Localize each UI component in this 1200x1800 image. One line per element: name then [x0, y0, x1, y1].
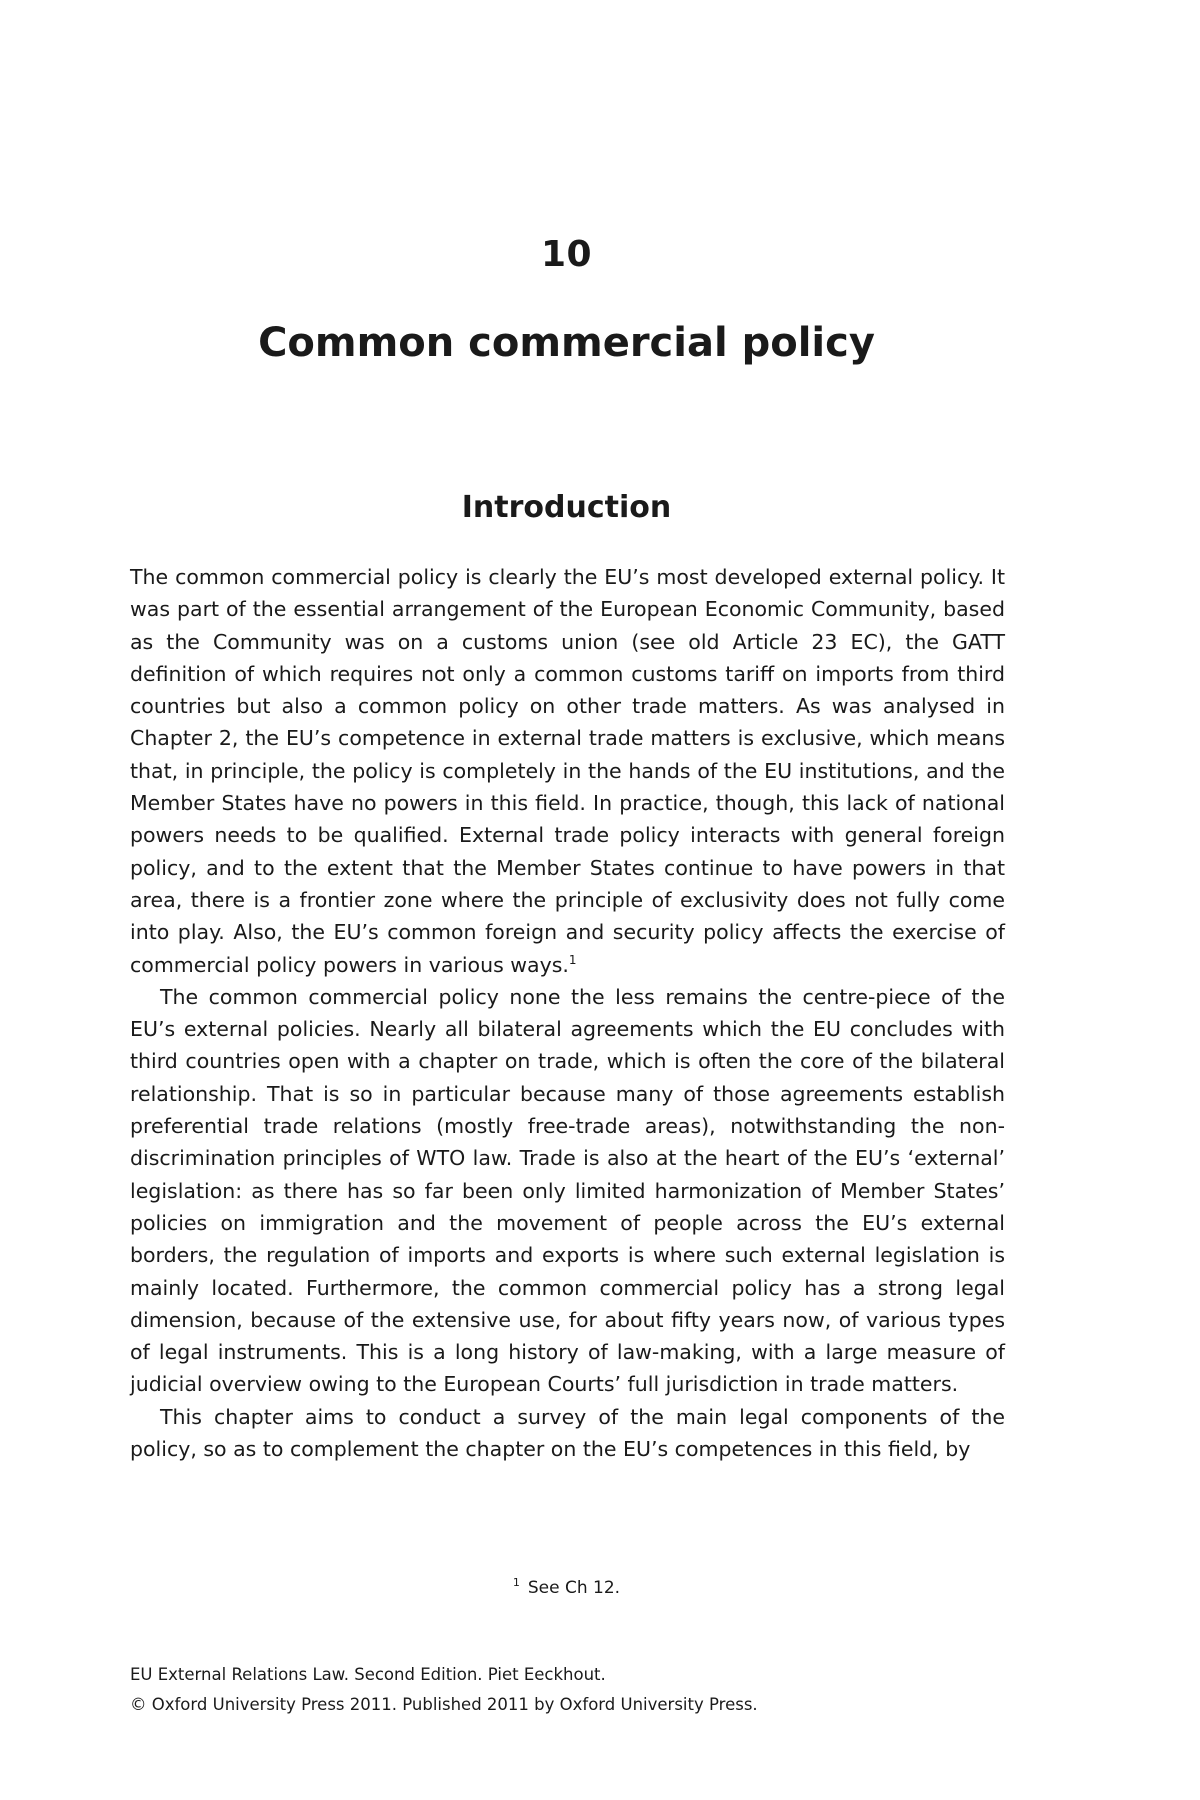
body-text [130, 561, 1005, 1465]
section-heading: Introduction [461, 490, 672, 525]
paragraph-1 [130, 561, 1005, 981]
imprint [130, 1660, 1030, 1720]
footnote-mark: 1 [512, 1576, 520, 1590]
footnote [0, 1578, 1133, 1598]
chapter-title: Common commercial policy [258, 320, 875, 366]
imprint-line-title: EU External Relations Law. Second Edition. Piet Eeckhout. [130, 1665, 606, 1684]
paragraph-1-text: The common commercial policy is clearly the EU’s most developed external policy. It was part of the essential arrangement of the European Economic Community, based as the Community was on a customs union (see old Article 23 EC), the GATT definition of which requires not only a common customs tariff on imports from third countries but also a common policy on other trade matters. As was analysed in Chapter 2, the EU’s competence in external trade matters is exclusive, which means that, in principle, the policy is completely in the hands of the EU institutions, and the Member States have no powers in this field. In practice, though, this lack of national powers needs to be qualified. External trade policy interacts with general foreign policy, and to the extent that the Member States continue to have powers in that area, there is a frontier zone where the principle of exclusivity does not fully come into play. Also, the EU’s common foreign and security policy affects the exercise of commercial policy powers in various ways. [130, 565, 1005, 977]
chapter-number: 10 [540, 234, 593, 275]
paragraph-3: This chapter aims to conduct a survey of the main legal components of the policy, so as to complement the chapter on the EU’s competences in this field, by [130, 1404, 1005, 1462]
footnote-reference: 1 [568, 952, 577, 967]
footnote-text: See Ch 12. [527, 1578, 621, 1598]
paragraph-2: The common commercial policy none the less remains the centre-piece of the EU’s external policies. Nearly all bilateral agreements which the EU concludes with third countries open with a chapter on trade, which is often the core of the bilateral relationship. That is so in particular because many of those agreements establish preferential trade relations (mostly free-trade areas), notwithstanding the non-discrimination principles of WTO law. Trade is also at the heart of the EU’s ‘external’ legislation: as there has so far been only limited harmonization of Member States’ policies on immigration and the movement of people across the EU’s external borders, the regulation of imports and exports is where such external legislation is mainly located. Furthermore, the common commercial policy has a strong legal dimension, because of the extensive use, for about fifty years now, of various types of legal instruments. This is a long history of law-making, with a large measure of judicial overview owing to the European Courts’ full jurisdiction in trade matters. [130, 984, 1005, 1397]
imprint-line-copyright: © Oxford University Press 2011. Published 2011 by Oxford University Press. [130, 1695, 758, 1714]
